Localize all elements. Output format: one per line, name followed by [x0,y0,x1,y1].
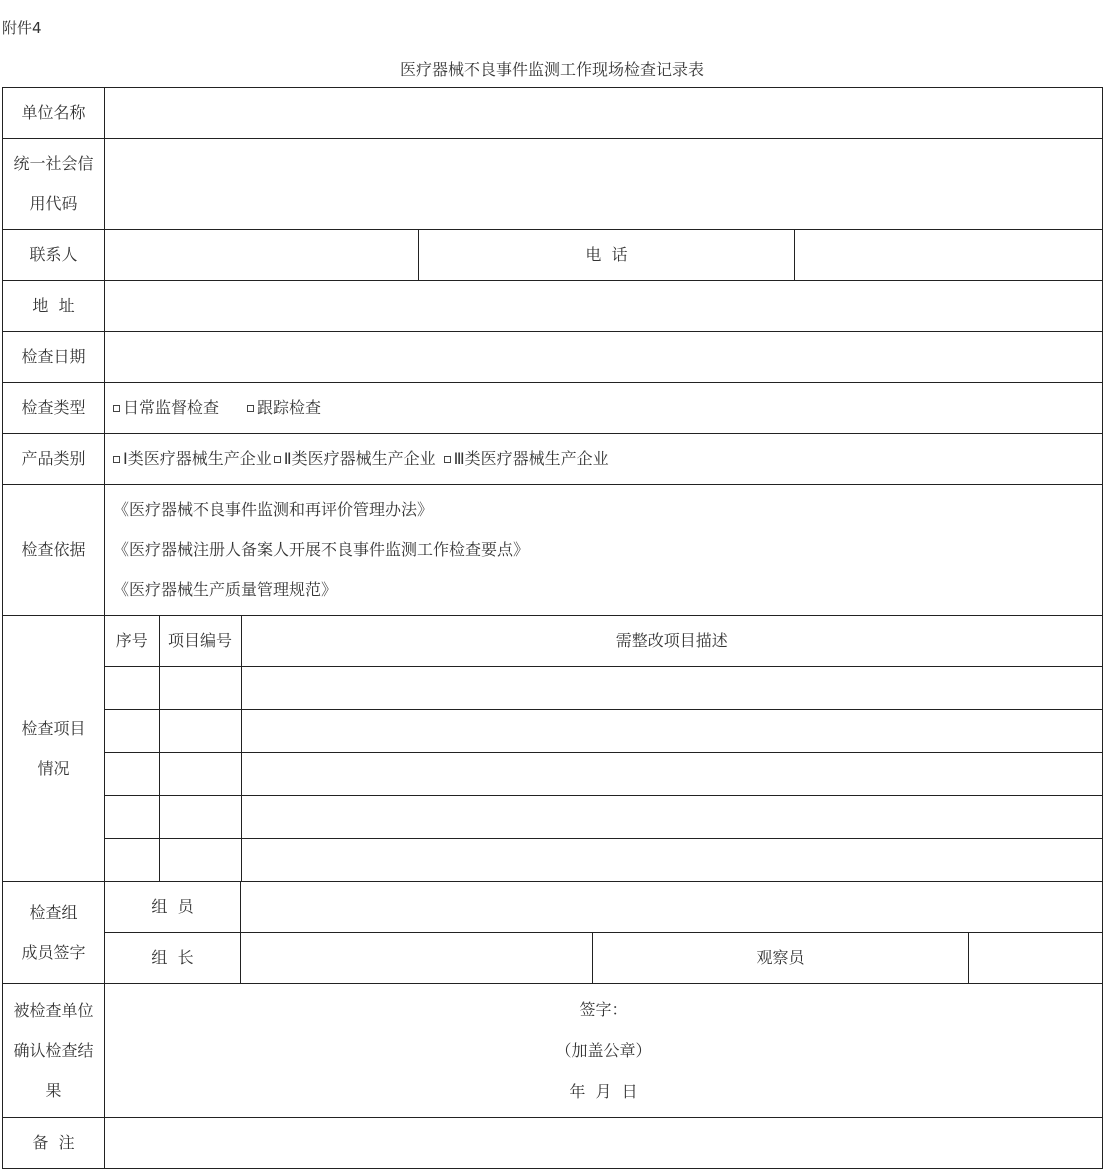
inspection-basis-label: 检查依据 [3,485,105,616]
confirm-result-label [3,984,105,1118]
product-category-options [105,434,1103,485]
credit-code-label-line2: 用代码 [29,194,78,213]
table-row [105,839,1102,882]
phone-field[interactable] [795,230,1103,281]
class-2-label: Ⅱ类医疗器械生产企业 [283,449,436,468]
table-row [105,796,1102,839]
table-row [105,667,1102,710]
inspection-items-table [105,616,1102,881]
contact-field[interactable] [105,230,419,281]
serial-cell[interactable] [105,839,159,882]
basis-item: 《医疗器械生产质量管理规范》 [113,580,338,599]
item-code-cell[interactable] [159,839,241,882]
class-1-checkbox[interactable] [113,456,120,463]
contact-label: 联系人 [3,230,105,281]
serial-cell[interactable] [105,667,159,710]
leader-label: 组 长 [105,933,241,984]
unit-name-label: 单位名称 [3,88,105,139]
seal-caption: （加盖公章） [555,1041,652,1060]
inspection-type-options [105,383,1103,434]
class-1-label: Ⅰ类医疗器械生产企业 [123,449,272,468]
confirm-result-label-line1: 被检查单位 [13,1000,94,1020]
description-cell[interactable] [241,667,1102,710]
confirm-result-label-line2: 确认检查结 [13,1040,94,1060]
credit-code-label [3,139,105,230]
inspection-record-table [2,87,1103,1169]
inspection-items-area [105,616,1103,882]
remarks-field[interactable] [105,1118,1103,1169]
description-cell[interactable] [241,796,1102,839]
observer-signature-field[interactable] [969,933,1103,984]
item-code-cell[interactable] [159,667,241,710]
unit-name-field[interactable] [105,88,1103,139]
members-signature-field[interactable] [241,882,1103,933]
serial-cell[interactable] [105,753,159,796]
item-code-cell[interactable] [159,796,241,839]
col-header-description: 需整改项目描述 [241,616,1102,667]
inspection-date-label: 检查日期 [3,332,105,383]
class-3-checkbox[interactable] [444,456,451,463]
basis-item: 《医疗器械不良事件监测和再评价管理办法》 [113,500,434,519]
description-cell[interactable] [241,753,1102,796]
routine-inspection-checkbox[interactable] [113,405,120,412]
team-signature-label-line1: 检查组 [29,902,78,922]
confirm-result-label-line3: 果 [45,1080,62,1100]
product-category-label: 产品类别 [3,434,105,485]
date-caption: 年 月 日 [569,1082,638,1101]
observer-label: 观察员 [593,933,969,984]
item-code-cell[interactable] [159,753,241,796]
inspection-items-label-line1: 检查项目 [21,718,86,738]
follow-up-inspection-checkbox[interactable] [247,405,254,412]
phone-label: 电 话 [419,230,795,281]
inspection-items-label [3,616,105,882]
description-cell[interactable] [241,710,1102,753]
basis-item: 《医疗器械注册人备案人开展不良事件监测工作检查要点》 [113,540,530,559]
remarks-label: 备 注 [3,1118,105,1169]
inspection-items-label-line2: 情况 [37,758,70,778]
credit-code-field[interactable] [105,139,1103,230]
table-row [105,753,1102,796]
col-header-item-code: 项目编号 [159,616,241,667]
routine-inspection-label: 日常监督检查 [123,398,220,417]
serial-cell[interactable] [105,710,159,753]
attachment-label: 附件4 [2,19,42,37]
class-3-label: Ⅲ类医疗器械生产企业 [453,449,609,468]
address-field[interactable] [105,281,1103,332]
follow-up-inspection-label: 跟踪检查 [257,398,322,417]
members-label: 组 员 [105,882,241,933]
address-label: 地 址 [3,281,105,332]
inspection-type-label: 检查类型 [3,383,105,434]
table-row [105,710,1102,753]
serial-cell[interactable] [105,796,159,839]
signature-caption: 签字： [579,1000,628,1019]
inspection-date-field[interactable] [105,332,1103,383]
col-header-serial: 序号 [105,616,159,667]
class-2-checkbox[interactable] [274,456,281,463]
confirm-signature-area[interactable] [105,984,1103,1118]
team-signature-label [3,882,105,984]
form-title: 医疗器械不良事件监测工作现场检查记录表 [399,60,704,79]
item-code-cell[interactable] [159,710,241,753]
team-signature-label-line2: 成员签字 [21,942,86,962]
credit-code-label-line1: 统一社会信 [13,154,94,173]
leader-signature-field[interactable] [241,933,593,984]
description-cell[interactable] [241,839,1102,882]
inspection-basis-list [105,485,1103,616]
